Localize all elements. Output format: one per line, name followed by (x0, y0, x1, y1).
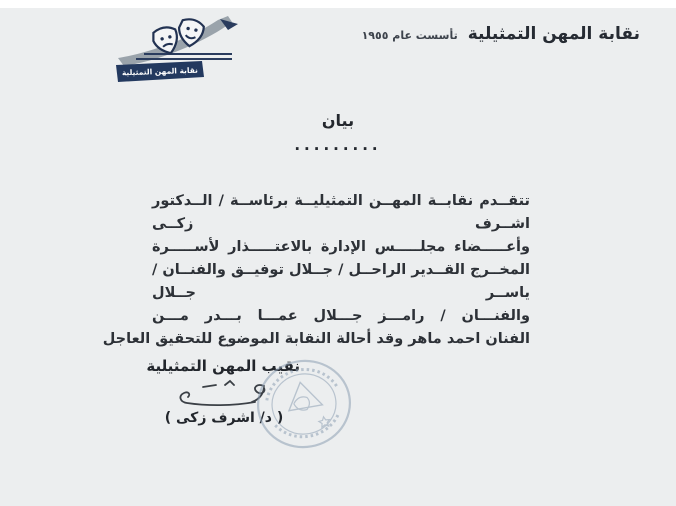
logo-banner-text: نقابة المهن التمثيلية (121, 65, 199, 78)
syndicate-logo (116, 14, 242, 82)
title-dots-divider: ......... (294, 136, 382, 154)
statement-title-block (146, 111, 530, 154)
org-founded-year: تأسست عام ١٩٥٥ (361, 29, 458, 42)
signatory-name: ( د/ اشرف زكى ) (164, 410, 284, 426)
org-title: نقابة المهن التمثيلية (467, 24, 640, 44)
body-line: المخــرج القــدير الراحــل / جــلال توفيــق والفنــان / ياســر جــلال (152, 262, 530, 301)
scanned-statement-page (0, 8, 676, 506)
official-stamp (254, 358, 354, 450)
theater-masks-icon (116, 14, 242, 82)
body-line: وأعـــــضاء مجلـــــس الإدارة بالاعتـــــذار لأســـــرة (152, 239, 530, 255)
body-line: والفنـــان / رامـــز جـــلال عمـــا بـــدر مـــن (152, 308, 530, 324)
statement-body (102, 190, 530, 351)
body-line: الفنان احمد ماهر وقد أحالة النقابة الموضوع للتحقيق العاجل (102, 331, 530, 347)
body-line: تتقــدم نقابــة المهــن التمثيليــة برئاســة / الــدكتور اشــرف زكــى (152, 193, 530, 232)
statement-title: بيان (321, 111, 355, 130)
circular-seal-icon (254, 358, 354, 450)
header-org-line (362, 24, 640, 44)
signatory-role: نقيب المهن التمثيلية (146, 357, 300, 375)
